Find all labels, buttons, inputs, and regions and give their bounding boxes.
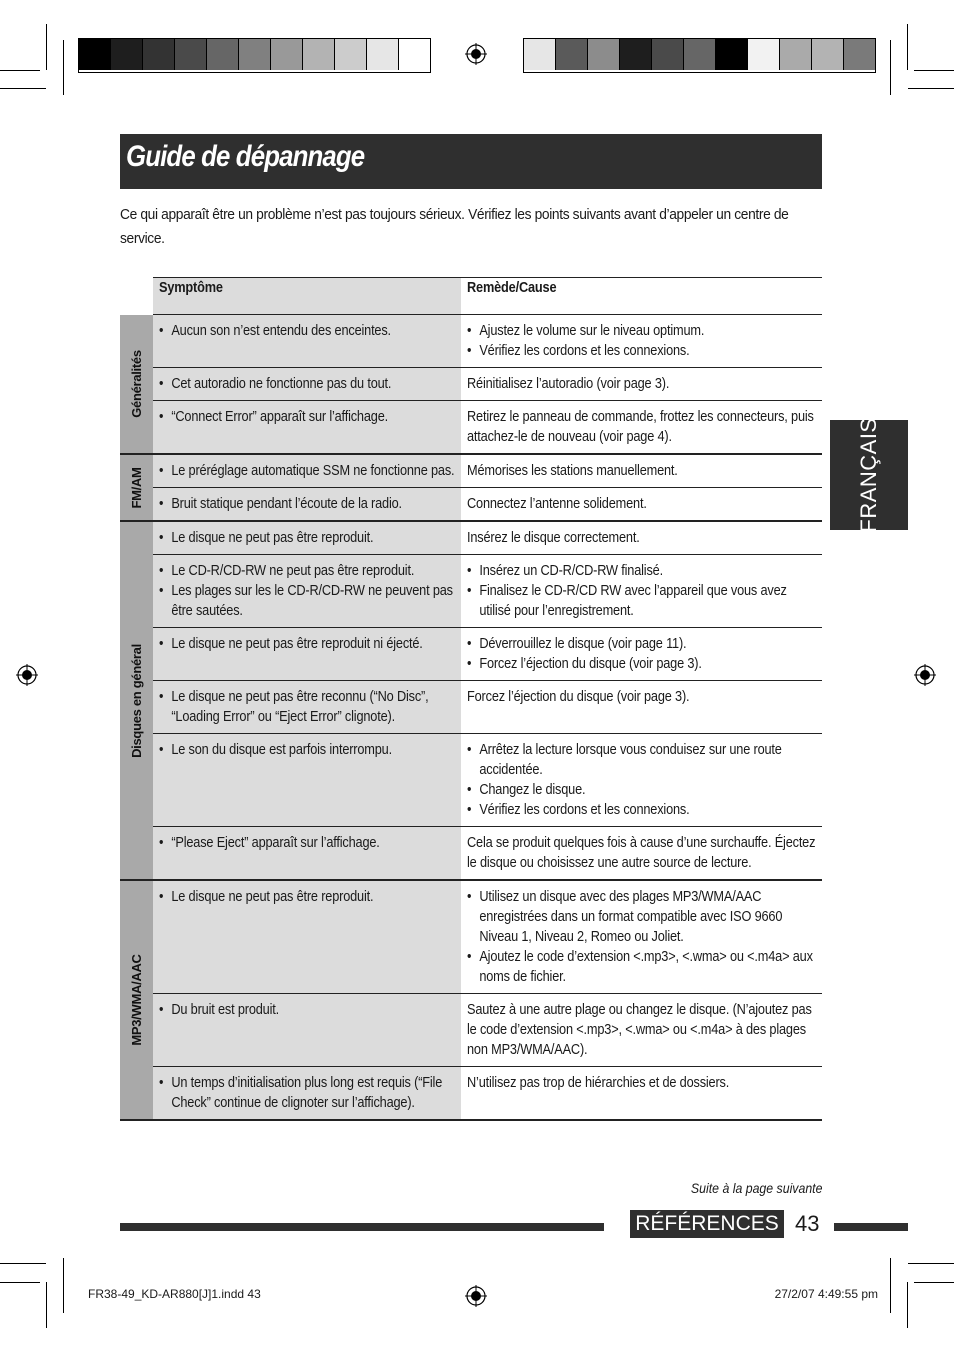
intro-paragraph: Ce qui apparaît être un problème n’est pas toujours sérieux. Vérifiez les points suivants avant d’appeler un centre de service.: [120, 206, 789, 247]
table-row: • Le disque ne peut pas être reproduit ni éjecté. • Déverrouillez le disque (voir page 11). • Forcez l’éjection du disque (voir page 3).: [120, 628, 822, 681]
crop-mark: [63, 40, 64, 95]
category-disques: Disques en général: [120, 521, 153, 880]
language-tab: FRANÇAIS: [830, 420, 908, 530]
category-generalites: Généralités: [120, 315, 153, 455]
table-header-row: [120, 278, 822, 315]
table-row: FM/AM • Le préréglage automatique SSM ne fonctionne pas. Mémorises les stations manuellement.: [120, 454, 822, 488]
crop-mark: [914, 1282, 954, 1283]
footer-rule: [120, 1223, 604, 1231]
crop-mark: [0, 1282, 40, 1283]
title-bar: [120, 134, 822, 189]
registration-mark-icon: [465, 1285, 487, 1307]
crop-mark: [63, 1258, 64, 1313]
crop-mark: [908, 1263, 954, 1264]
table-row: Disques en général • Le disque ne peut pas être reproduit. Insérez le disque correctement.: [120, 521, 822, 555]
registration-mark-icon: [16, 664, 38, 686]
header-remedy: Remède/Cause: [461, 278, 822, 315]
category-mp3-wma-aac: MP3/WMA/AAC: [120, 880, 153, 1120]
registration-mark-icon: [914, 664, 936, 686]
table-row: • Un temps d’initialisation plus long est requis (“File Check” continue de clignoter sur l’affichage). N’utilisez pas trop de hiérarchies et de dossiers.: [120, 1067, 822, 1121]
header-symptom: Symptôme: [153, 278, 461, 315]
crop-mark: [908, 88, 954, 89]
table-row: • Bruit statique pendant l’écoute de la radio. Connectez l’antenne solidement.: [120, 488, 822, 522]
page-number: 43: [795, 1211, 820, 1236]
table-row: • Cet autoradio ne fonctionne pas du tout. Réinitialisez l’autoradio (voir page 3).: [120, 368, 822, 401]
crop-mark: [890, 1258, 891, 1313]
table-row: • “Connect Error” apparaît sur l’affichage. Retirez le panneau de commande, frottez les connecteurs, puis attachez-le de nouveau (voir page 4).: [120, 401, 822, 455]
color-bar-left: [78, 38, 431, 73]
table-row: • “Please Eject” apparaît sur l’affichage. Cela se produit quelques fois à cause d’une surchauffe. Éjectez le disque ou choisissez une autre source de lecture.: [120, 827, 822, 881]
crop-mark: [0, 88, 46, 89]
table-row: • Le CD-R/CD-RW ne peut pas être reproduit. • Les plages sur les le CD-R/CD-RW ne peuvent pas être sautées. • Insérez un CD-R/CD-RW finalisé. • Finalisez le CD-R/CD RW avec l’appareil que vous avez utilisé pour l’enregistrement.: [120, 555, 822, 628]
footer-rule: [834, 1223, 908, 1231]
color-bar-right: [523, 38, 876, 73]
table-row: Généralités • Aucun son n’est entendu des enceintes. • Ajustez le volume sur le niveau optimum. • Vérifiez les cordons et les connexions.: [120, 315, 822, 368]
crop-mark: [914, 70, 954, 71]
registration-mark-icon: [465, 43, 487, 65]
crop-mark: [890, 40, 891, 95]
table-row: MP3/WMA/AAC • Le disque ne peut pas être reproduit. • Utilisez un disque avec des plages MP3/WMA/AAC enregistrées dans un format compatible avec ISO 9660 Niveau 1, Niveau 2, Romeo ou Joliet. • Ajoutez le code d’extension <.mp3>, <.wma> ou <.m4a> aux noms de fichier.: [120, 880, 822, 994]
slug-filename: FR38-49_KD-AR880[J]1.indd 43: [88, 1287, 261, 1301]
table-row: • Le disque ne peut pas être reconnu (“No Disc”, “Loading Error” ou “Eject Error” clignote). Forcez l’éjection du disque (voir page 3).: [120, 681, 822, 734]
crop-mark: [0, 1263, 46, 1264]
crop-mark: [0, 70, 40, 71]
crop-mark: [907, 24, 908, 70]
crop-mark: [46, 24, 47, 70]
crop-mark: [907, 1282, 908, 1328]
category-fm-am: FM/AM: [120, 454, 153, 521]
table-row: • Du bruit est produit. Sautez à une autre plage ou changez le disque. (N’ajoutez pas le code d’extension <.mp3>, <.wma> ou <.m4a> à des plages non MP3/WMA/AAC).: [120, 994, 822, 1067]
table-row: • Le son du disque est parfois interrompu. • Arrêtez la lecture lorsque vous conduisez sur une route accidentée. • Changez le disque. • Vérifiez les cordons et les connexions.: [120, 734, 822, 827]
crop-mark: [46, 1282, 47, 1328]
troubleshooting-table: [120, 277, 822, 1121]
continued-note: Suite à la page suivante: [690, 1180, 822, 1196]
section-label: RÉFÉRENCES: [630, 1210, 784, 1238]
slug-date: 27/2/07 4:49:55 pm: [774, 1287, 878, 1301]
page-title: Guide de dépannage: [126, 140, 365, 173]
